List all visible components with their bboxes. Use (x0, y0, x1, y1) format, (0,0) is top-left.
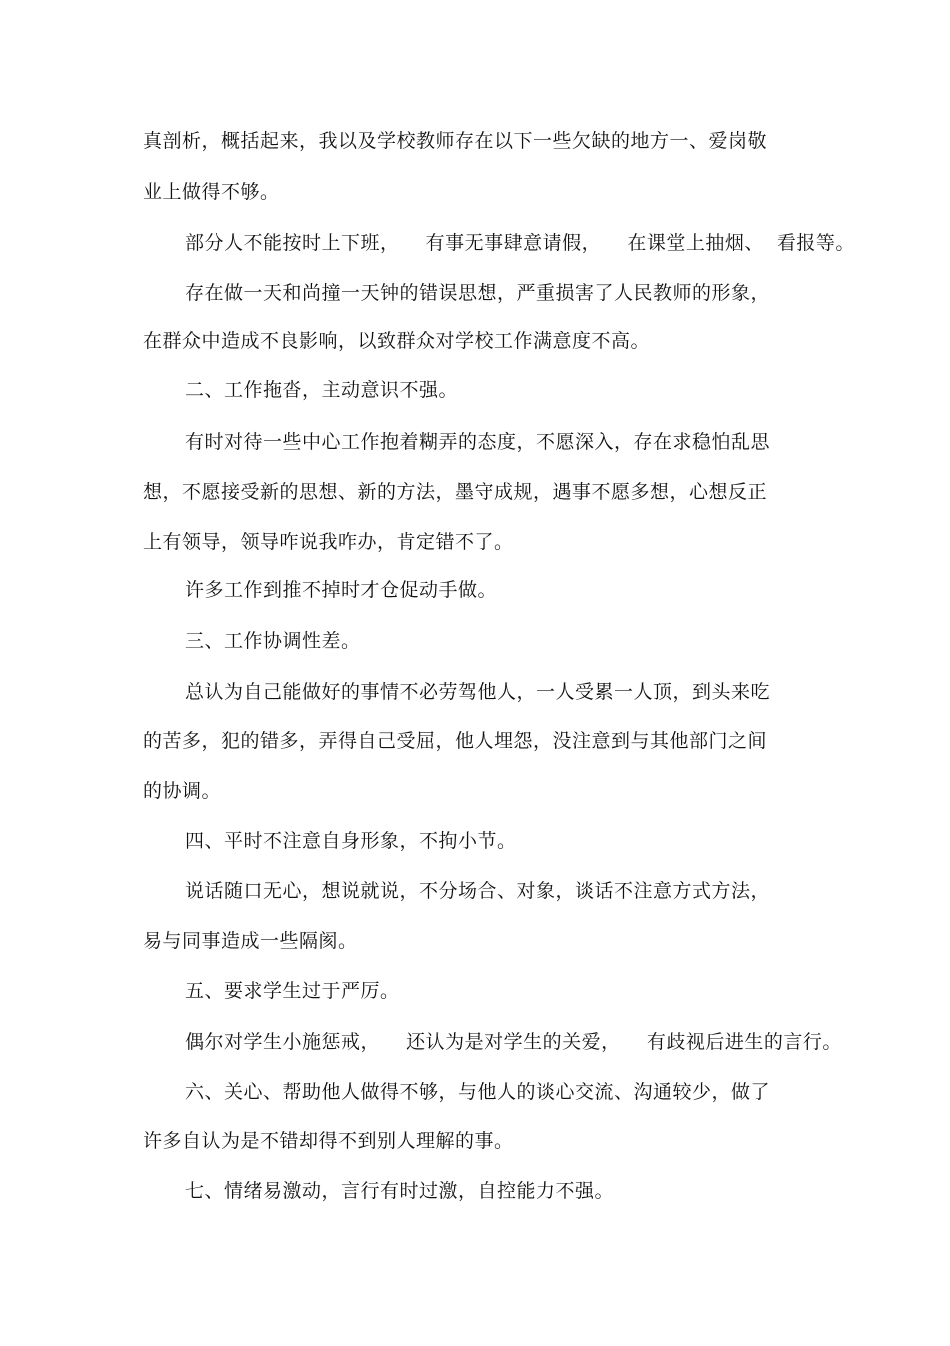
text-line: 偶尔对学生小施惩戒， 还认为是对学生的关爱， 有歧视后进生的言行。 (185, 1031, 842, 1053)
section-heading: 三、工作协调性差。 (185, 630, 361, 652)
text-line: 有时对待一些中心工作抱着糊弄的态度，不愿深入，存在求稳怕乱思 (185, 431, 771, 453)
text-line: 许多自认为是不错却得不到别人理解的事。 (143, 1130, 514, 1152)
text-line: 想，不愿接受新的思想、新的方法，墨守成规，遇事不愿多想，心想反正 (143, 481, 768, 503)
text-line: 上有领导，领导咋说我咋办，肯定错不了。 (143, 531, 514, 553)
text-line: 的苦多，犯的错多，弄得自己受屈，他人埋怨，没注意到与其他部门之间 (143, 730, 768, 752)
section-heading: 六、关心、帮助他人做得不够，与他人的谈心交流、沟通较少，做了 (185, 1081, 771, 1103)
text-line: 的协调。 (143, 780, 222, 802)
text-line: 业上做得不够。 (143, 181, 280, 203)
text-line: 总认为自己能做好的事情不必劳驾他人，一人受累一人顶，到头来吃 (185, 681, 771, 703)
text-line: 部分人不能按时上下班， 有事无事肆意请假， 在课堂上抽烟、 看报等。 (185, 232, 855, 254)
section-heading: 五、要求学生过于严厉。 (185, 980, 400, 1002)
section-heading: 七、情绪易激动，言行有时过激，自控能力不强。 (185, 1180, 615, 1202)
section-heading: 四、平时不注意自身形象，不拘小节。 (185, 830, 517, 852)
text-line: 存在做一天和尚撞一天钟的错误思想，严重损害了人民教师的形象， (185, 282, 771, 304)
text-line: 说话随口无心，想说就说，不分场合、对象，谈话不注意方式方法， (185, 880, 771, 902)
text-line: 许多工作到推不掉时才仓促动手做。 (185, 579, 498, 601)
section-heading: 二、工作拖沓，主动意识不强。 (185, 379, 459, 401)
text-line: 在群众中造成不良影响，以致群众对学校工作满意度不高。 (143, 330, 651, 352)
text-line: 易与同事造成一些隔阂。 (143, 930, 358, 952)
text-line: 真剖析，概括起来，我以及学校教师存在以下一些欠缺的地方一、爱岗敬 (143, 130, 768, 152)
